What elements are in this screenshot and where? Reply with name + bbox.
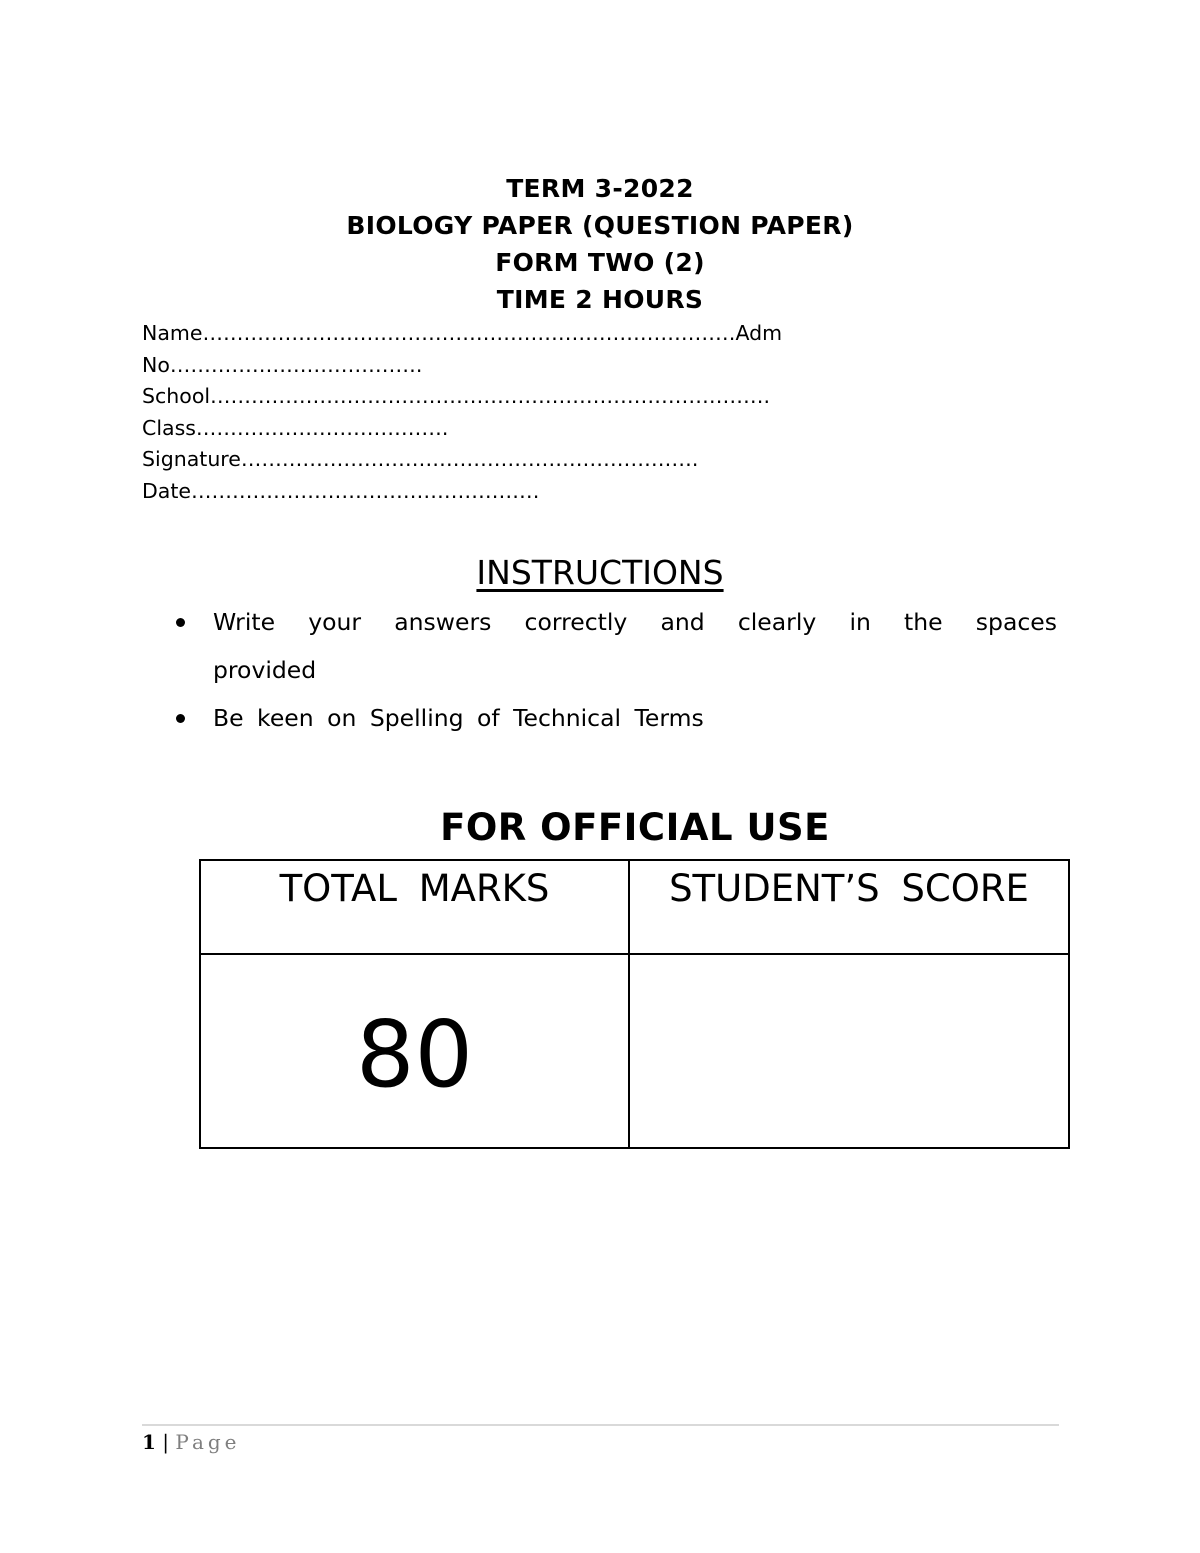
page-footer xyxy=(142,1430,241,1454)
bullet-icon xyxy=(176,618,185,627)
exam-header xyxy=(0,170,1200,318)
total-marks-header-cell xyxy=(200,860,629,954)
term-line: TERM 3-2022 xyxy=(506,174,694,203)
time-line: TIME 2 HOURS xyxy=(496,285,704,314)
list-item xyxy=(172,694,1057,742)
table-row xyxy=(200,954,1069,1148)
instruction-text: Be keen on Spelling of Technical Terms xyxy=(213,704,704,732)
total-marks-header: TOTAL MARKS xyxy=(279,867,550,910)
footer-divider xyxy=(142,1424,1059,1426)
bullet-icon xyxy=(176,714,185,723)
name-adm-field: Name……………………………………………………………………Adm xyxy=(142,321,783,345)
total-marks-value: 80 xyxy=(355,1001,474,1108)
signature-field: Signature…………………………………………………………. xyxy=(142,447,699,471)
school-field: School………………………………………………………………………. xyxy=(142,384,771,408)
page-label: Page xyxy=(175,1430,241,1454)
footer-separator: | xyxy=(162,1430,170,1454)
student-score-header-cell xyxy=(629,860,1069,954)
student-score-cell xyxy=(629,954,1069,1148)
student-score-header: STUDENT’S SCORE xyxy=(669,867,1029,910)
date-field: Date…………………………………………… xyxy=(142,478,540,503)
table-header-row xyxy=(200,860,1069,954)
instruction-text: Write your answers correctly and clearly in the spaces provided xyxy=(213,608,1057,684)
adm-no-field: No………………………………. xyxy=(142,352,423,377)
page-number: 1 xyxy=(142,1430,156,1454)
form-line: FORM TWO (2) xyxy=(495,248,705,277)
total-marks-cell xyxy=(200,954,629,1148)
instructions-list xyxy=(172,598,1057,742)
paper-title: BIOLOGY PAPER (QUESTION PAPER) xyxy=(346,211,854,240)
student-details xyxy=(142,318,862,507)
list-item xyxy=(172,598,1057,694)
instructions-heading: INSTRUCTIONS xyxy=(476,553,724,592)
class-field: Class………………………………. xyxy=(142,415,449,440)
official-use-heading: FOR OFFICIAL USE xyxy=(440,806,830,849)
official-use-table xyxy=(199,859,1070,1149)
